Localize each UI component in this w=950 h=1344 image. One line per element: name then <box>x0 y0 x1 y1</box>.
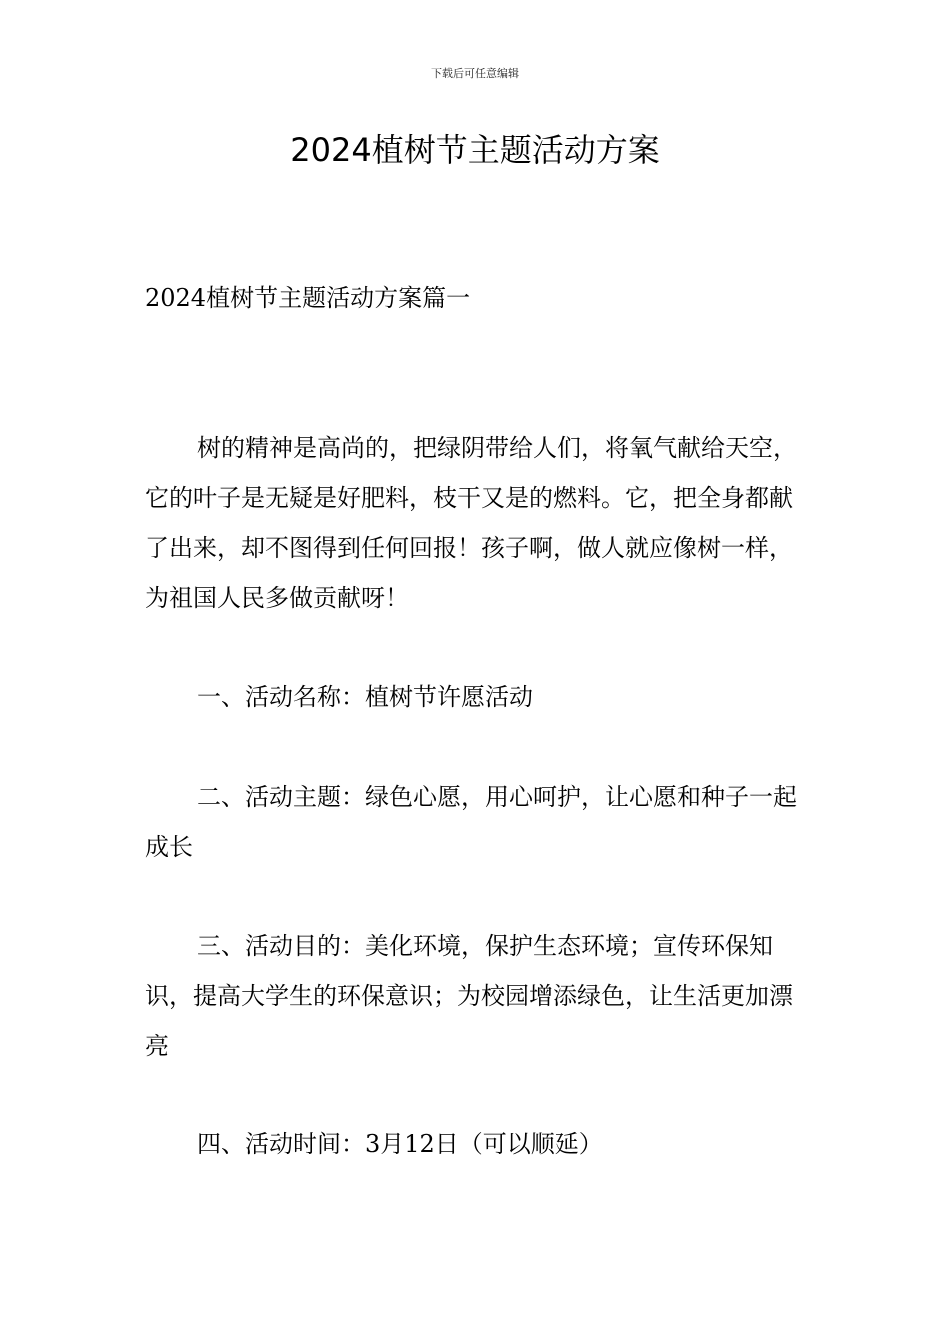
activity-time-item: 四、活动时间：3月12日（可以顺延） <box>197 1130 603 1158</box>
activity-purpose-item: 三、活动目的：美化环境，保护生态环境；宣传环保知识，提高大学生的环保意识；为校园增添绿色，让生活更加漂亮 <box>145 932 793 1060</box>
intro-paragraph: 树的精神是高尚的，把绿阴带给人们，将氧气献给天空，它的叶子是无疑是好肥料，枝干又是的燃料。它，把全身都献了出来，却不图得到任何回报！孩子啊，做人就应像树一样，为祖国人民多做贡献呀！ <box>145 434 797 612</box>
activity-theme-item: 二、活动主题：绿色心愿，用心呵护，让心愿和种子一起成长 <box>145 783 797 861</box>
activity-name-item: 一、活动名称：植树节许愿活动 <box>197 683 533 711</box>
download-note: 下载后可任意编辑 <box>431 67 519 80</box>
section-heading: 2024植树节主题活动方案篇一 <box>145 284 471 312</box>
document-title: 2024植树节主题活动方案 <box>290 131 660 169</box>
